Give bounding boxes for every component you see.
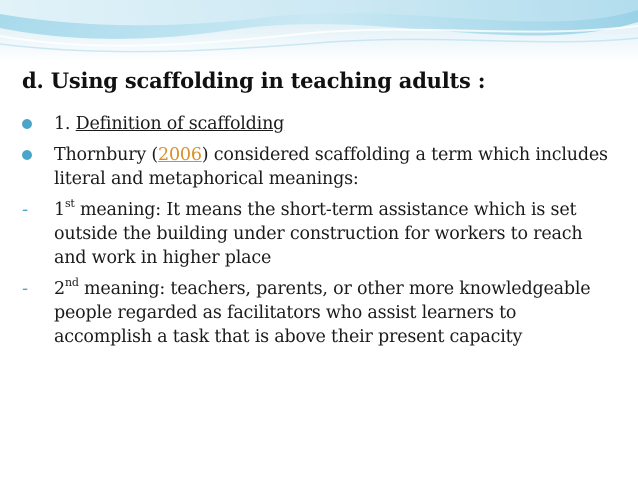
bullet-dot-icon [22, 150, 32, 160]
bullet-item-definition [18, 112, 618, 136]
bullet-dot-icon [22, 119, 32, 129]
meaning-text: meaning: It means the short-term assistance which is set outside the building under construction for workers to reach and work in higher place [54, 200, 583, 268]
dash-marker: - [22, 200, 28, 220]
item-prefix: 1. [54, 114, 76, 134]
dash-item-second-meaning [18, 277, 618, 349]
ordinal-number: 2 [54, 279, 65, 299]
item-text-before: Thornbury ( [54, 145, 159, 165]
dash-item-first-meaning [18, 198, 618, 270]
ordinal-suffix: nd [64, 276, 79, 290]
citation-year-link[interactable]: 2006 [158, 145, 202, 165]
slide-body [18, 112, 618, 356]
slide-title: d. Using scaffolding in teaching adults : [22, 68, 486, 93]
item-text-after: ) considered scaffolding a term which includes literal and metaphorical meanings: [54, 145, 608, 189]
bullet-item-thornbury [18, 143, 618, 191]
decorative-wave-banner [0, 0, 638, 62]
ordinal-number: 1 [54, 200, 65, 220]
dash-marker: - [22, 279, 28, 299]
definition-heading: Definition of scaffolding [75, 114, 285, 134]
ordinal-suffix: st [64, 197, 75, 211]
meaning-text: meaning: teachers, parents, or other more knowledgeable people regarded as facilitators who assist learners to accomplish a task that is above their present capacity [54, 279, 591, 347]
